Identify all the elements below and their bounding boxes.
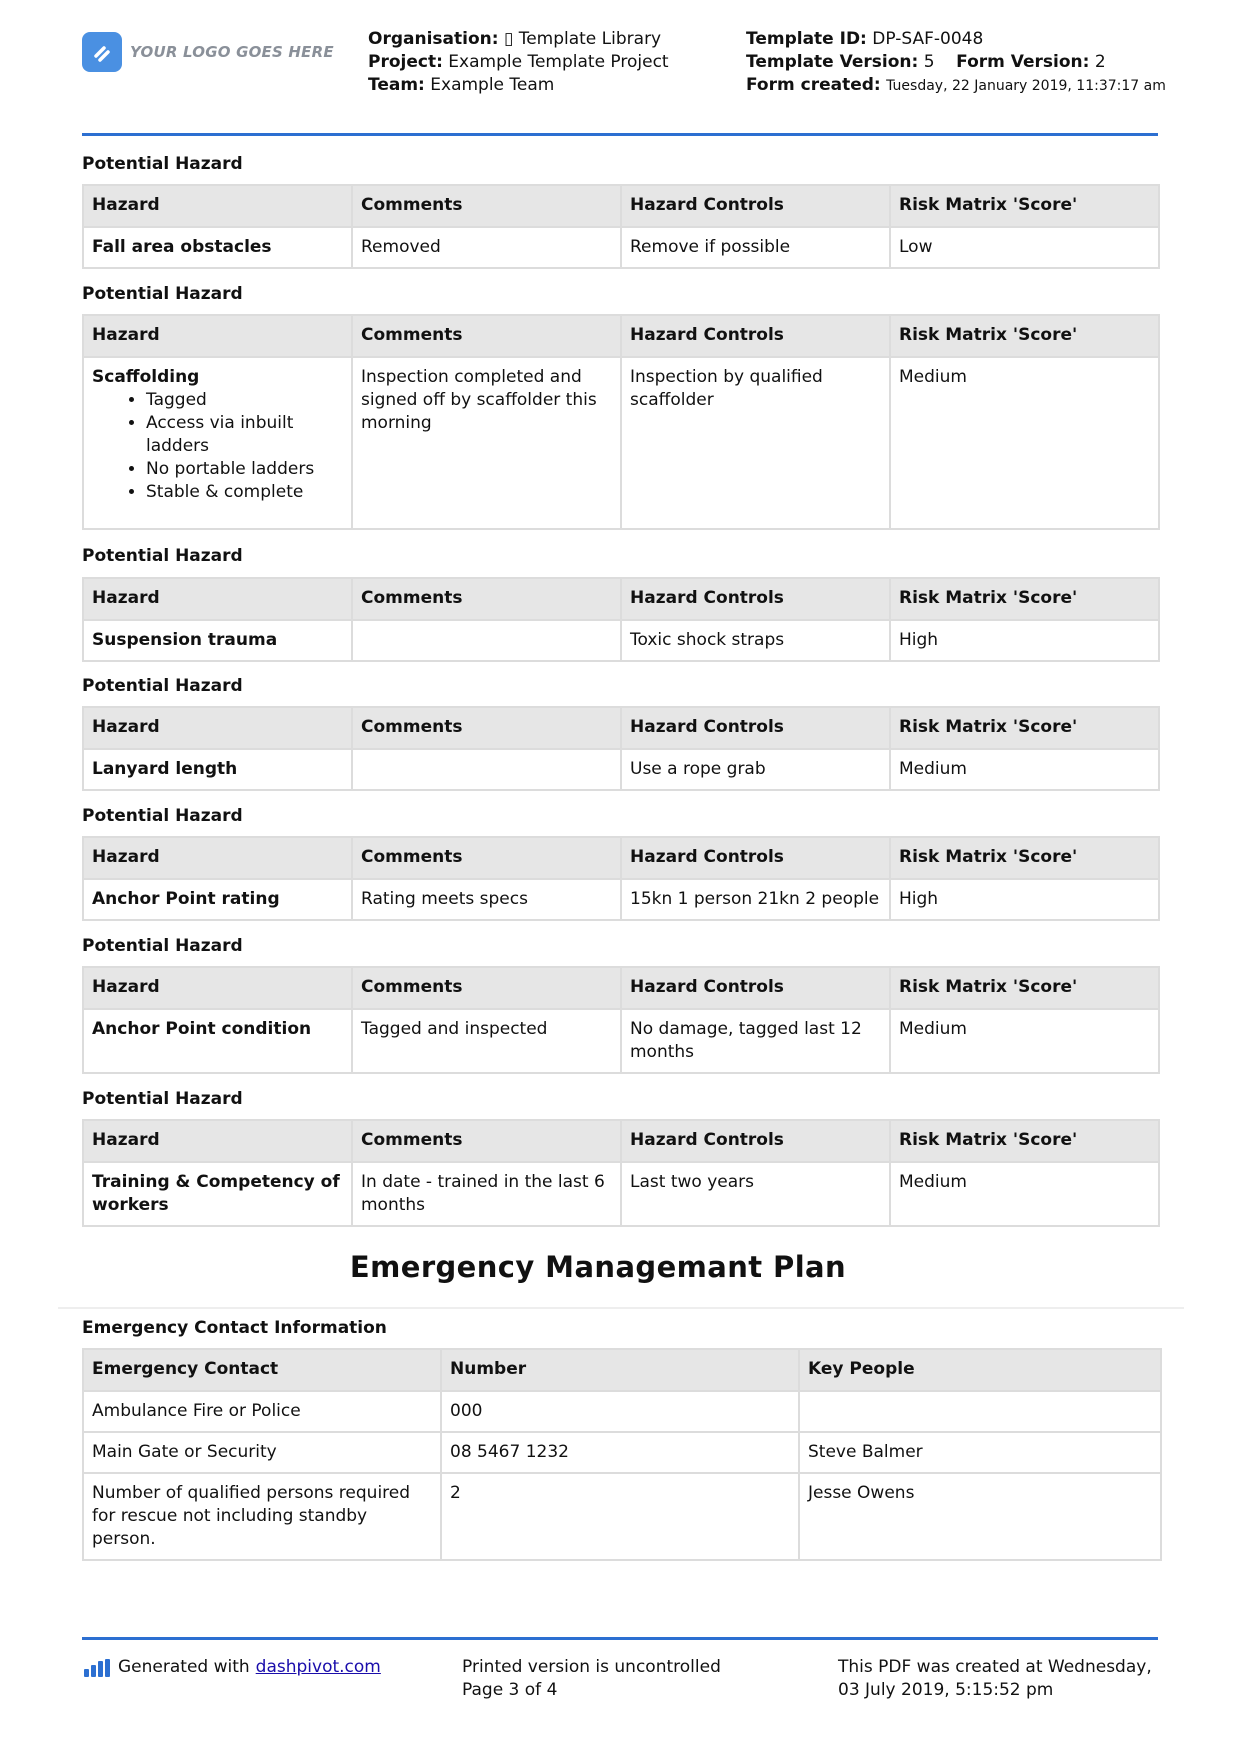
header-template-block — [746, 28, 1166, 98]
number-cell: 000 — [441, 1391, 799, 1432]
table-row — [83, 357, 1159, 529]
project-label: Project: — [368, 52, 443, 72]
table-header-row — [83, 315, 1159, 357]
column-header: Hazard — [83, 315, 352, 357]
footer-print-info — [462, 1656, 721, 1702]
project-value: Example Template Project — [448, 52, 669, 72]
hazard-cell: Fall area obstacles — [83, 227, 352, 268]
title-divider — [58, 1307, 1184, 1309]
column-header: Hazard Controls — [621, 837, 890, 879]
table-header-row — [83, 578, 1159, 620]
footer-pdf-created: This PDF was created at Wednesday, 03 July 2019, 5:15:52 pm — [838, 1657, 1152, 1700]
contact-cell: Number of qualified persons required for rescue not including standby person. — [83, 1473, 441, 1560]
column-header: Risk Matrix 'Score' — [890, 1120, 1159, 1162]
generated-text: Generated with — [118, 1657, 250, 1677]
column-header: Hazard — [83, 967, 352, 1009]
section-label: Potential Hazard — [82, 154, 243, 174]
logo-icon — [82, 32, 122, 72]
column-header: Risk Matrix 'Score' — [890, 967, 1159, 1009]
form-created-label: Form created: — [746, 75, 881, 95]
comments-cell: Inspection completed and signed off by scaffolder this morning — [352, 357, 621, 529]
footer-divider — [82, 1637, 1158, 1640]
score-cell: Medium — [890, 357, 1159, 529]
column-header: Comments — [352, 1120, 621, 1162]
hazard-name: Scaffolding — [92, 367, 200, 387]
column-header: Hazard — [83, 578, 352, 620]
form-version-value: 2 — [1094, 52, 1106, 72]
dashpivot-link[interactable]: dashpivot.com — [255, 1657, 381, 1677]
printed-version-text: Printed version is uncontrolled — [462, 1657, 721, 1677]
hazard-table — [82, 966, 1160, 1074]
column-header: Risk Matrix 'Score' — [890, 185, 1159, 227]
column-header: Risk Matrix 'Score' — [890, 837, 1159, 879]
table-header-row — [83, 1120, 1159, 1162]
table-row — [83, 1473, 1161, 1560]
table-row — [83, 749, 1159, 790]
score-cell: High — [890, 620, 1159, 661]
emergency-plan-title: Emergency Managemant Plan — [349, 1250, 847, 1284]
hazard-table — [82, 184, 1160, 269]
comments-cell — [352, 749, 621, 790]
hazard-cell: Lanyard length — [83, 749, 352, 790]
template-id-value: DP-SAF-0048 — [872, 29, 984, 49]
table-header-row — [83, 185, 1159, 227]
team-value: Example Team — [430, 75, 555, 95]
column-header: Hazard Controls — [621, 185, 890, 227]
column-header: Hazard — [83, 185, 352, 227]
column-header: Hazard — [83, 1120, 352, 1162]
controls-cell: Toxic shock straps — [621, 620, 890, 661]
column-header: Risk Matrix 'Score' — [890, 707, 1159, 749]
hazard-cell: Anchor Point rating — [83, 879, 352, 920]
table-row — [83, 1162, 1159, 1226]
comments-cell: Removed — [352, 227, 621, 268]
section-label: Potential Hazard — [82, 546, 243, 566]
key-people-cell: Steve Balmer — [799, 1432, 1161, 1473]
section-label: Potential Hazard — [82, 284, 243, 304]
table-header-row — [83, 837, 1159, 879]
section-label: Potential Hazard — [82, 936, 243, 956]
comments-cell: Tagged and inspected — [352, 1009, 621, 1073]
controls-cell: Inspection by qualified scaffolder — [621, 357, 890, 529]
section-label: Potential Hazard — [82, 676, 243, 696]
score-cell: Medium — [890, 1162, 1159, 1226]
list-item: • Access via inbuilt ladders — [146, 412, 343, 458]
column-header: Hazard Controls — [621, 967, 890, 1009]
column-header: Hazard — [83, 837, 352, 879]
column-header: Emergency Contact — [83, 1349, 441, 1391]
hazard-cell: Training & Competency of workers — [83, 1162, 352, 1226]
hazard-cell — [83, 357, 352, 529]
hazard-table — [82, 577, 1160, 662]
column-header: Key People — [799, 1349, 1161, 1391]
hazard-cell: Anchor Point condition — [83, 1009, 352, 1073]
logo-text: YOUR LOGO GOES HERE — [130, 43, 334, 61]
table-row — [83, 227, 1159, 268]
number-cell: 08 5467 1232 — [441, 1432, 799, 1473]
score-cell: High — [890, 879, 1159, 920]
table-row — [83, 1009, 1159, 1073]
form-version-label: Form Version: — [956, 52, 1090, 72]
column-header: Comments — [352, 967, 621, 1009]
team-label: Team: — [368, 75, 425, 95]
hazard-bullet-list — [92, 389, 343, 504]
key-people-cell — [799, 1391, 1161, 1432]
controls-cell: No damage, tagged last 12 months — [621, 1009, 890, 1073]
column-header: Hazard Controls — [621, 315, 890, 357]
column-header: Comments — [352, 315, 621, 357]
number-cell: 2 — [441, 1473, 799, 1560]
column-header: Hazard — [83, 707, 352, 749]
column-header: Comments — [352, 185, 621, 227]
organisation-label: Organisation: — [368, 29, 499, 49]
comments-cell: Rating meets specs — [352, 879, 621, 920]
controls-cell: Last two years — [621, 1162, 890, 1226]
header-divider — [82, 133, 1158, 136]
score-cell: Low — [890, 227, 1159, 268]
template-version-label: Template Version: — [746, 52, 919, 72]
column-header: Comments — [352, 578, 621, 620]
table-row — [83, 620, 1159, 661]
emergency-contact-table — [82, 1348, 1162, 1561]
controls-cell: Remove if possible — [621, 227, 890, 268]
dashpivot-bars-icon — [84, 1659, 110, 1677]
hazard-cell: Suspension trauma — [83, 620, 352, 661]
template-id-label: Template ID: — [746, 29, 867, 49]
list-item: • No portable ladders — [146, 458, 343, 481]
hazard-table — [82, 1119, 1160, 1227]
table-header-row — [83, 967, 1159, 1009]
column-header: Comments — [352, 837, 621, 879]
section-label: Emergency Contact Information — [82, 1318, 387, 1338]
score-cell: Medium — [890, 749, 1159, 790]
controls-cell: 15kn 1 person 21kn 2 people — [621, 879, 890, 920]
table-header-row — [83, 1349, 1161, 1391]
comments-cell: In date - trained in the last 6 months — [352, 1162, 621, 1226]
form-created-value: Tuesday, 22 January 2019, 11:37:17 am — [886, 78, 1166, 94]
comments-cell — [352, 620, 621, 661]
column-header: Number — [441, 1349, 799, 1391]
column-header: Hazard Controls — [621, 707, 890, 749]
column-header: Hazard Controls — [621, 1120, 890, 1162]
hazard-table — [82, 706, 1160, 791]
controls-cell: Use a rope grab — [621, 749, 890, 790]
list-item: • Tagged — [146, 389, 343, 412]
column-header: Comments — [352, 707, 621, 749]
column-header: Risk Matrix 'Score' — [890, 578, 1159, 620]
list-item: • Stable & complete — [146, 481, 343, 504]
column-header: Risk Matrix 'Score' — [890, 315, 1159, 357]
table-row — [83, 1391, 1161, 1432]
template-version-value: 5 — [923, 52, 935, 72]
table-row — [83, 879, 1159, 920]
table-header-row — [83, 707, 1159, 749]
column-header: Hazard Controls — [621, 578, 890, 620]
hazard-table — [82, 314, 1160, 530]
company-logo — [82, 32, 334, 72]
score-cell: Medium — [890, 1009, 1159, 1073]
section-label: Potential Hazard — [82, 1089, 243, 1109]
header-organisation-block — [368, 28, 728, 97]
section-label: Potential Hazard — [82, 806, 243, 826]
organisation-value: ▯ Template Library — [503, 29, 662, 49]
contact-cell: Ambulance Fire or Police — [83, 1391, 441, 1432]
contact-cell: Main Gate or Security — [83, 1432, 441, 1473]
table-row — [83, 1432, 1161, 1473]
hazard-table — [82, 836, 1160, 921]
page-number: Page 3 of 4 — [462, 1680, 558, 1700]
footer-generated — [84, 1656, 381, 1679]
key-people-cell: Jesse Owens — [799, 1473, 1161, 1560]
document-header — [82, 28, 1166, 134]
